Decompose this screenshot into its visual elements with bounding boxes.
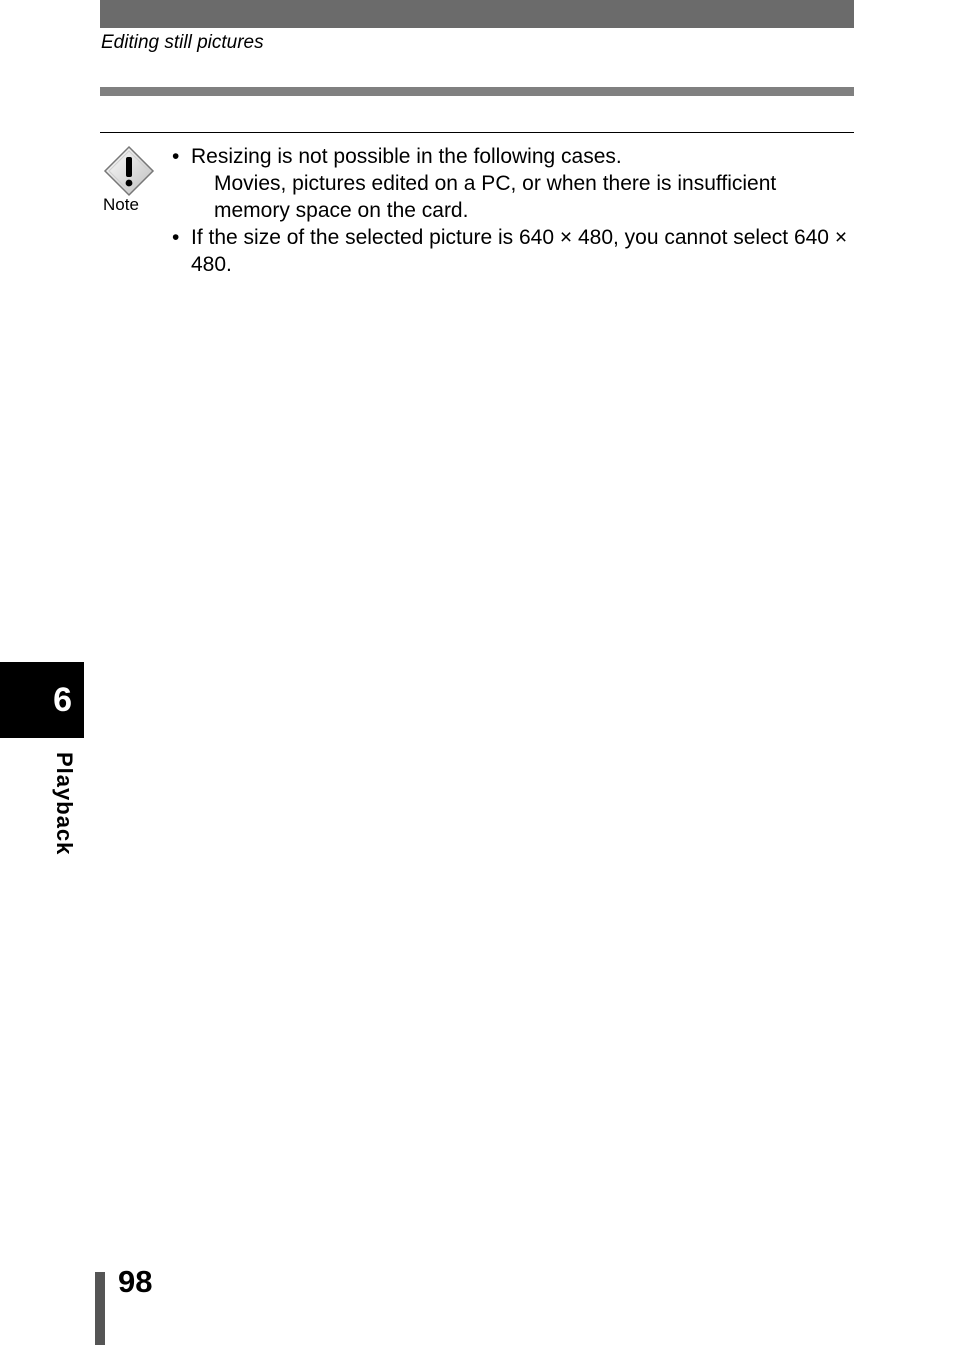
warning-diamond-icon <box>103 145 155 197</box>
note-bullet <box>172 143 852 170</box>
header-rule <box>100 87 854 96</box>
section-title: Editing still pictures <box>101 32 264 53</box>
note-label: Note <box>103 195 139 214</box>
page-number-bar <box>95 1272 105 1345</box>
page-number: 98 <box>118 1264 153 1299</box>
bullet-subtext: memory space on the card. <box>214 199 469 222</box>
chapter-name: Playback <box>52 752 77 856</box>
bullet-text: If the size of the selected picture is 640 × 480, you cannot select 640 × 480. <box>191 226 848 276</box>
header-top-bar <box>100 0 854 28</box>
bullet-dot: • <box>172 226 180 249</box>
note-bullet <box>172 224 852 278</box>
bullet-subtext: Movies, pictures edited on a PC, or when there is insufficient <box>214 172 777 195</box>
chapter-tab <box>0 662 84 738</box>
note-divider <box>100 132 854 133</box>
bullet-text: Resizing is not possible in the following cases. <box>191 145 622 168</box>
note-body <box>172 143 852 278</box>
chapter-number: 6 <box>53 681 72 719</box>
bullet-dot: • <box>172 145 180 168</box>
